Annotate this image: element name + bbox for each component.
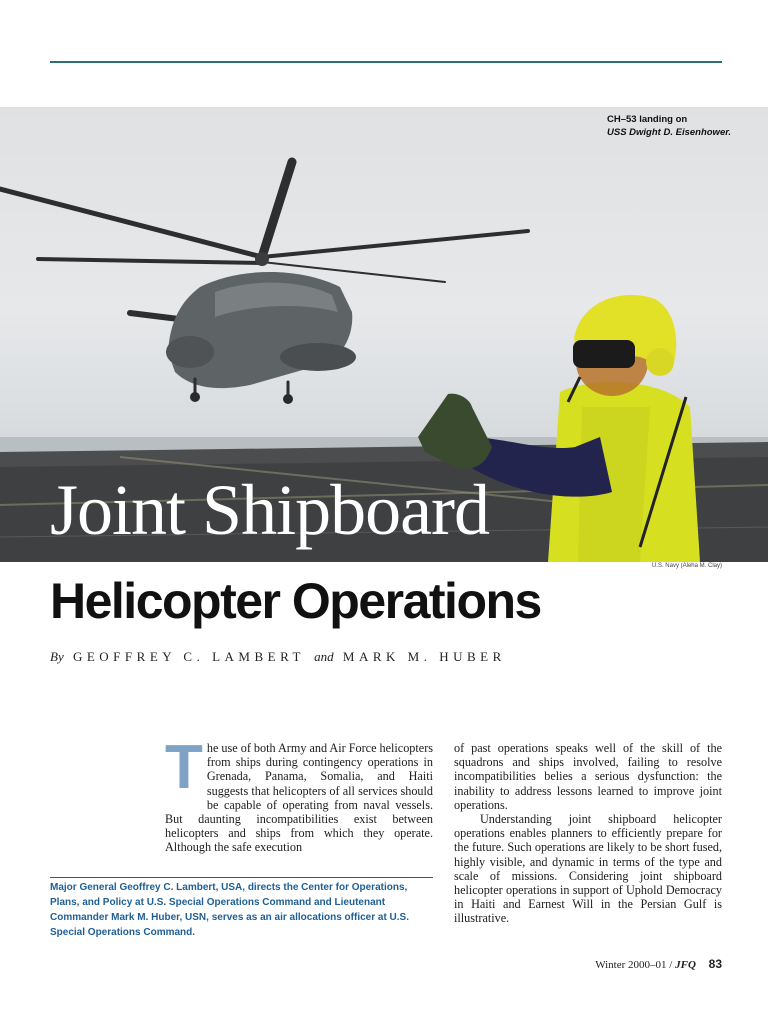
byline-by: By xyxy=(50,649,64,664)
article-paragraph: Understanding joint shipboard helicopter operations enables planners to efficiently prepare for the future. Such operations are likely to be short fused, highly visible, and dynamic in terms of the type and scale of missions. Considering joint shipboard helicopter operations in support of Uphold Democracy in Haiti and Earnest Will in the Persian Gulf is illustrative. xyxy=(454,812,722,926)
bio-rule xyxy=(50,877,433,878)
drop-cap: T xyxy=(165,733,203,802)
footer-separator: / xyxy=(669,959,673,971)
caption-line-1: CH–53 landing on xyxy=(607,114,688,125)
title-line-1: Joint Shipboard xyxy=(50,470,490,550)
author-bio: Major General Geoffrey C. Lambert, USA, directs the Center for Operations, Plans, and Policy at U.S. Special Operations Command and Lieutenant Commander Mark M. Huber, USN, serves as an air allocations officer at U.S. Special Operations Command. xyxy=(50,882,410,938)
title-line-2: Helicopter Operations xyxy=(50,573,541,629)
author-1: GEOFFREY C. LAMBERT xyxy=(72,649,305,664)
page-number: 83 xyxy=(708,957,722,971)
byline xyxy=(50,649,512,665)
helicopter xyxy=(0,162,528,404)
byline-and: and xyxy=(314,649,334,664)
page-footer xyxy=(595,957,722,971)
author-2: MARK M. HUBER xyxy=(342,649,506,664)
photo-credit: U.S. Navy (Aleha M. Clay) xyxy=(651,563,722,569)
article-column-left xyxy=(165,733,433,855)
journal-name: JFQ xyxy=(675,959,696,971)
article-column-right xyxy=(454,741,722,926)
issue-date: Winter 2000–01 xyxy=(595,959,667,971)
caption-line-2: USS Dwight D. Eisenhower. xyxy=(607,127,732,138)
article-paragraph: of past operations speaks well of the skill of the squadrons and ships involved, failing to resolve incompatibilities belies a serious dysfunction: the inability to address lessons learned to improve joint operations. xyxy=(454,741,722,812)
photo-caption xyxy=(607,113,731,139)
top-rule xyxy=(50,61,722,63)
article-paragraph: he use of both Army and Air Force helicopters from ships during contingency operations in Grenada, Panama, Somalia, and Haiti suggests that helicopters of all services should be capable of operating from naval vessels. But daunting incompatibilities exist between helicopters and ships from which they operate. Although the safe execution xyxy=(165,741,433,855)
